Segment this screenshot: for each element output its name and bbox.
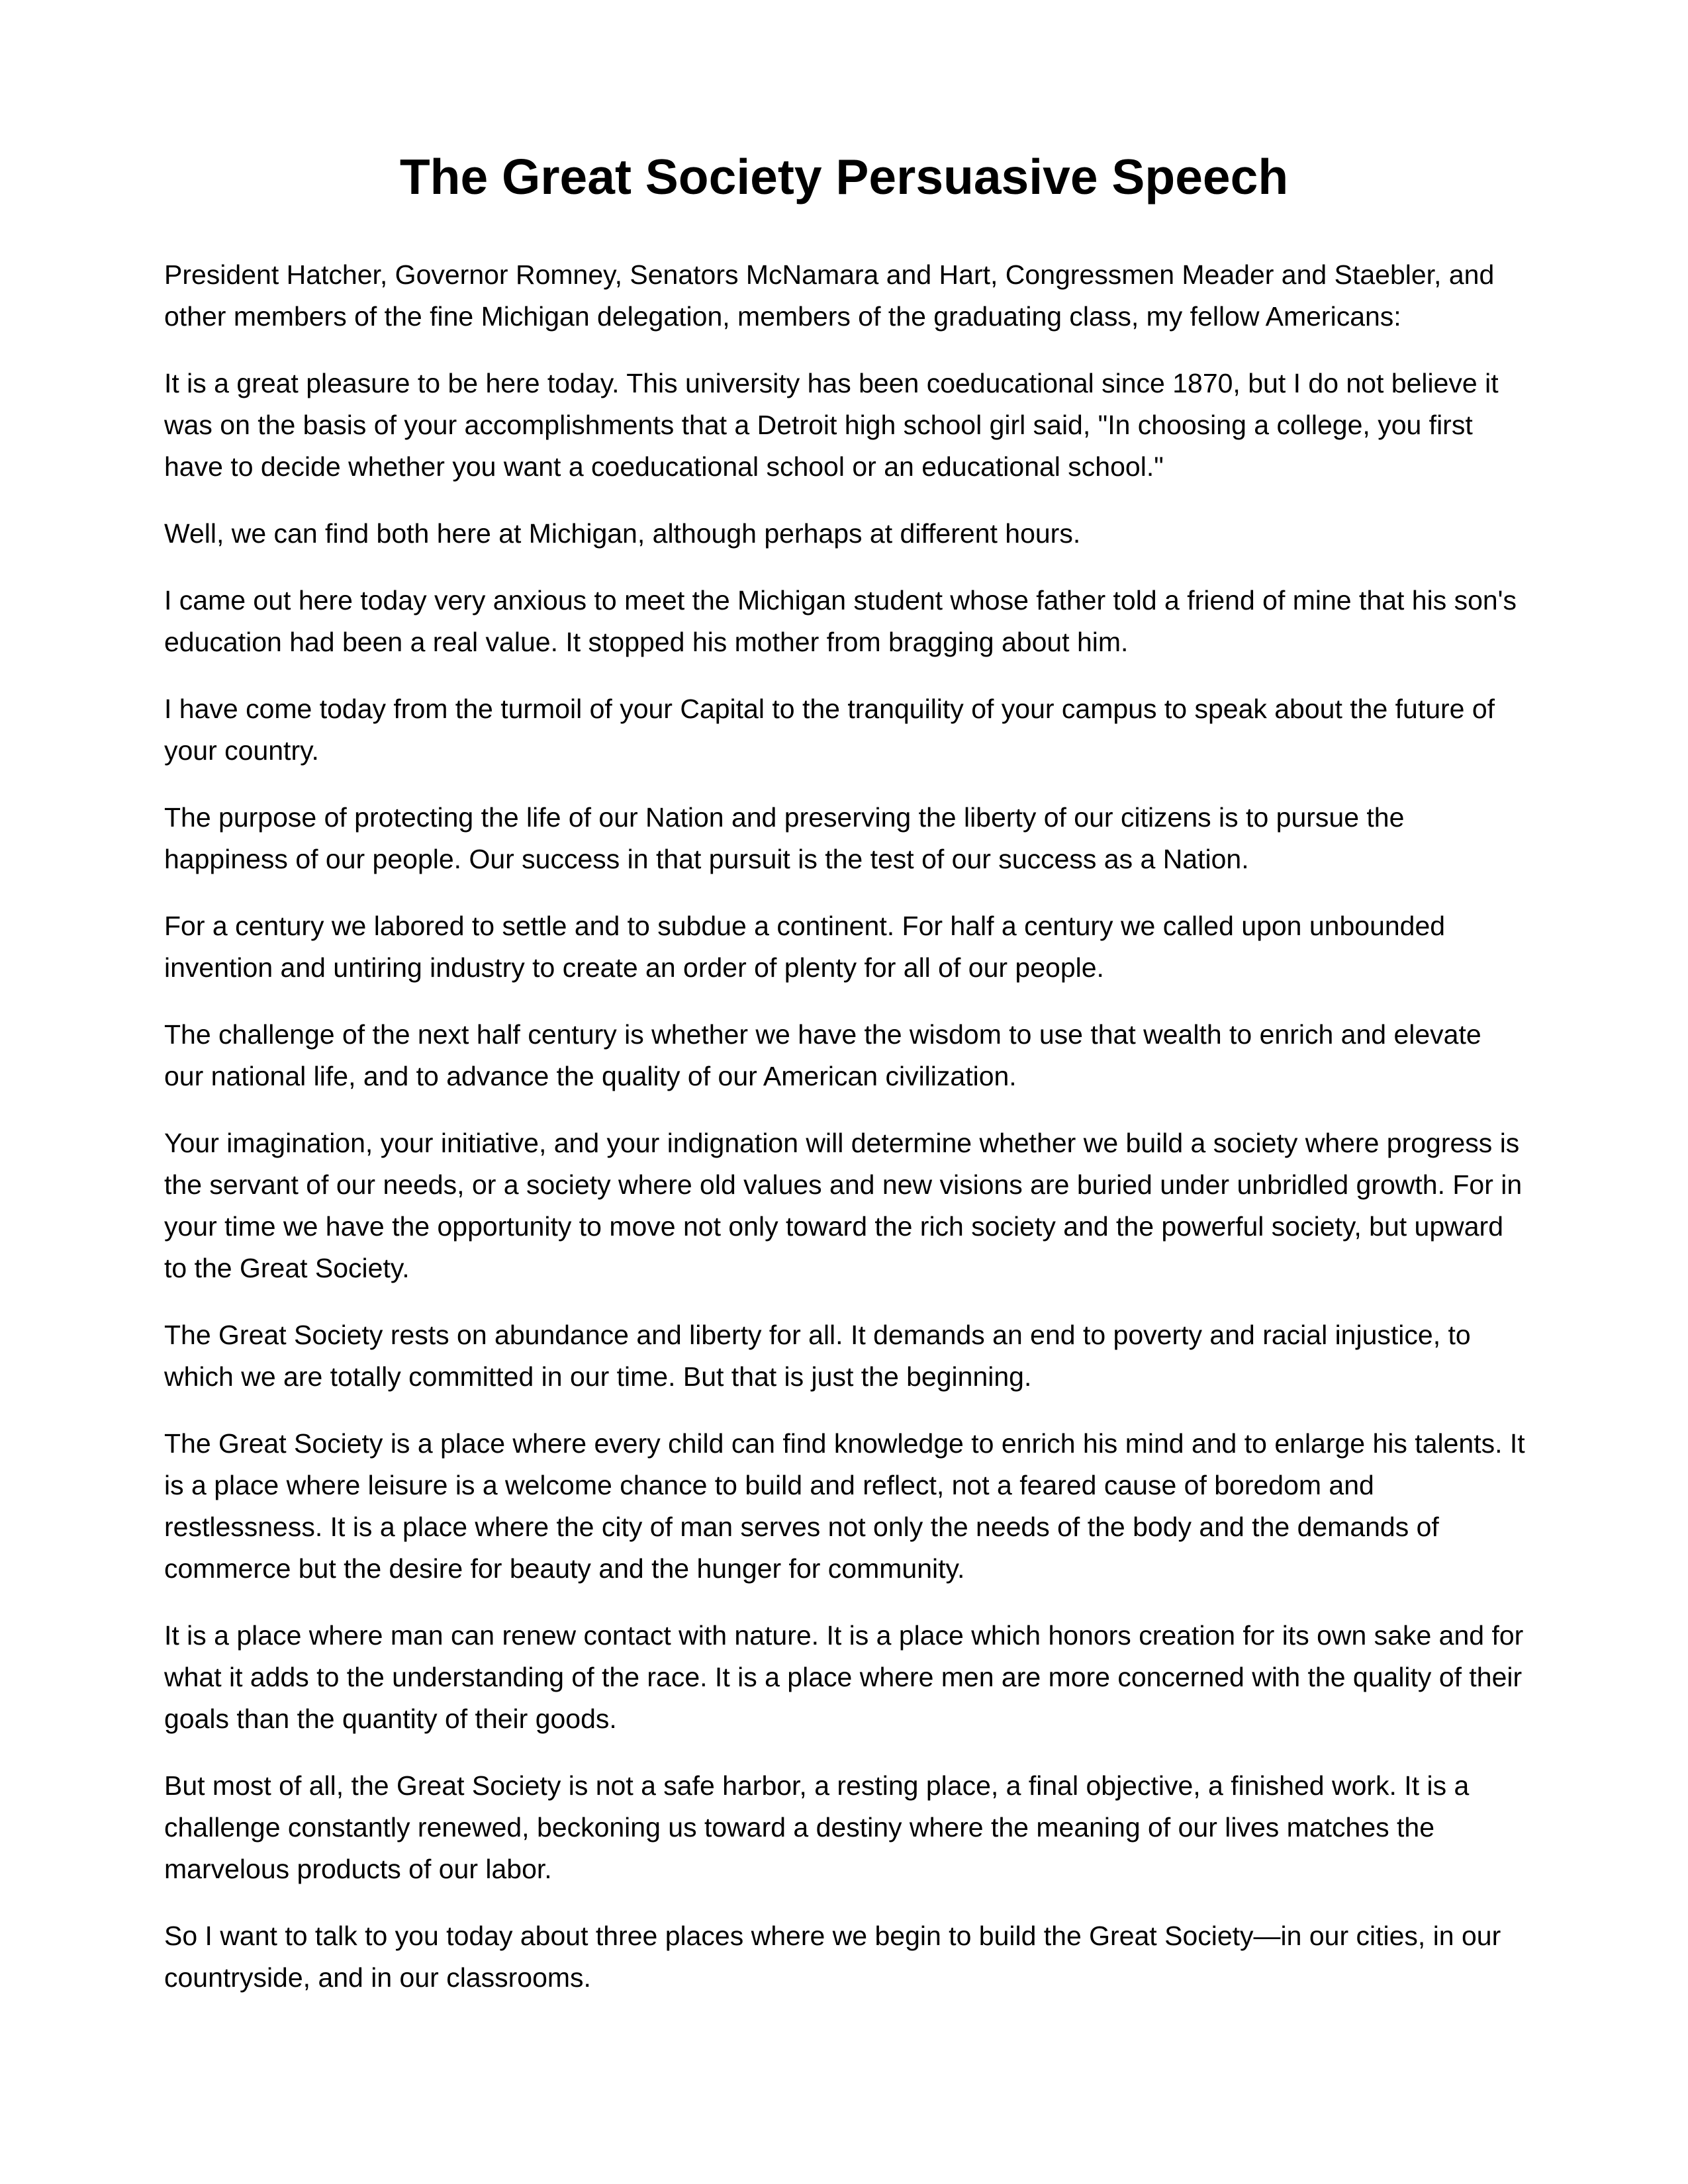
document-title: The Great Society Persuasive Speech [399,149,1289,205]
paragraph: The challenge of the next half century is whether we have the wisdom to use that wealth to enrich and elevate our national life, and to advance the quality of our American civilization. [164,1019,1481,1091]
paragraph: So I want to talk to you today about three places where we begin to build the Great Society—in our cities, in our countryside, and in our classrooms. [164,1921,1501,1993]
paragraph: Well, we can find both here at Michigan, although perhaps at different hours. [164,518,1081,549]
paragraph: The Great Society is a place where every child can find knowledge to enrich his mind and to enlarge his talents. It is a place where leisure is a welcome chance to build and reflect, not a feared cause of boredom and restlessness. It is a place where the city of man serves not only the needs of the body and the demands of commerce but the desire for beauty and the hunger for community. [164,1428,1525,1584]
paragraph: It is a great pleasure to be here today. This university has been coeducational since 1870, but I do not believe it was on the basis of your accomplishments that a Detroit high school girl said, "In choosing a college, you first have to decide whether you want a coeducational school or an educational school." [164,368,1499,482]
paragraph: I came out here today very anxious to meet the Michigan student whose father told a friend of mine that his son's education had been a real value. It stopped his mother from bragging about him. [164,585,1517,657]
paragraph: It is a place where man can renew contact with nature. It is a place which honors creation for its own sake and for what it adds to the understanding of the race. It is a place where men are more concerned with the quality of their goals than the quantity of their goods. [164,1620,1524,1734]
document-body [164,254,1528,2024]
paragraph: But most of all, the Great Society is not a safe harbor, a resting place, a final objective, a finished work. It is a challenge constantly renewed, beckoning us toward a destiny where the meaning of our lives matches the marvelous products of our labor. [164,1770,1470,1884]
paragraph: Your imagination, your initiative, and your indignation will determine whether we build a society where progress is the servant of our needs, or a society where old values and new visions are buried under unbridled growth. For in your time we have the opportunity to move not only toward the rich society and the powerful society, but upward to the Great Society. [164,1128,1523,1283]
paragraph: The Great Society rests on abundance and liberty for all. It demands an end to poverty and racial injustice, to which we are totally committed in our time. But that is just the beginning. [164,1320,1471,1392]
paragraph-salutation: President Hatcher, Governor Romney, Senators McNamara and Hart, Congressmen Meader and Staebler, and other members of the fine Michigan delegation, members of the graduating class, my fellow Americans: [164,259,1495,332]
paragraph: For a century we labored to settle and to subdue a continent. For half a century we called upon unbounded invention and untiring industry to create an order of plenty for all of our people. [164,911,1446,983]
paragraph: The purpose of protecting the life of our Nation and preserving the liberty of our citizens is to pursue the happiness of our people. Our success in that pursuit is the test of our success as a Nation. [164,802,1405,874]
paragraph: I have come today from the turmoil of your Capital to the tranquility of your campus to speak about the future of your country. [164,694,1495,766]
